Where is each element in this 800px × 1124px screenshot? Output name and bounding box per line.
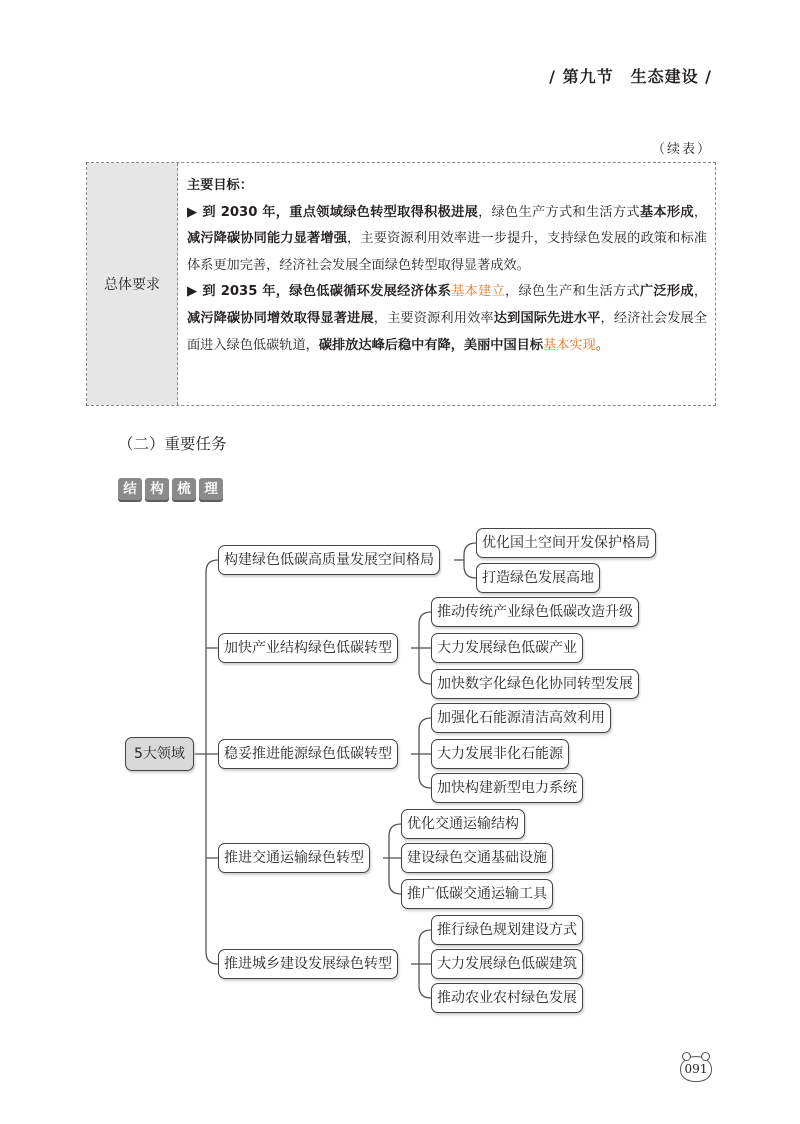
- text-run: ▶ 到 2030 年，重点领域绿色转型取得积极进展: [187, 204, 479, 220]
- text-run: ，绿色生产方式和生活方式: [478, 204, 640, 220]
- page-number: 091: [680, 1056, 712, 1082]
- leaf-node: 大力发展绿色低碳建筑: [431, 949, 583, 979]
- goals-heading: 主要目标：: [187, 178, 253, 193]
- connector: [419, 718, 431, 788]
- text-run: 达到国际先进水平: [493, 310, 601, 326]
- continued-label: （续表）: [651, 142, 712, 157]
- badge-char: 构: [145, 478, 169, 500]
- leaf-node: 大力发展非化石能源: [431, 739, 569, 769]
- leaf-node: 加强化石能源清洁高效利用: [431, 703, 611, 733]
- text-run: 基本实现: [543, 337, 596, 353]
- text-run: 碳排放达峰后稳中有降，美丽中国目标: [318, 337, 544, 353]
- leaf-node: 优化国土空间开发保护格局: [476, 528, 656, 558]
- badge-char: 梳: [172, 478, 196, 500]
- branch-node: 推进城乡建设发展绿色转型: [218, 949, 398, 979]
- text-run: ，经济社会发展全面进入绿色低碳轨道，: [187, 310, 708, 353]
- requirements-label: 总体要求: [87, 163, 178, 405]
- branch-node: 加快产业结构绿色低碳转型: [218, 633, 398, 663]
- branch-node: 构建绿色低碳高质量发展空间格局: [218, 545, 440, 575]
- mindmap-root: 5大领域: [125, 737, 194, 771]
- leaf-node: 大力发展绿色低碳产业: [431, 633, 583, 663]
- leaf-node: 加快构建新型电力系统: [431, 773, 583, 803]
- text-run: ，主要资源利用效率进一步提升，支持绿色发展的政策和标准体系更加完善，经济社会发展全面绿色转型取得显著成效。: [187, 231, 707, 273]
- section-title: （二）重要任务: [118, 435, 227, 453]
- text-run: 基本形成: [639, 204, 694, 220]
- text-run: 减污降碳协同增效取得显著进展: [187, 310, 374, 326]
- branch-node: 稳妥推进能源绿色低碳转型: [218, 739, 398, 769]
- connector: [206, 560, 218, 964]
- text-run: 广泛形成: [639, 284, 694, 300]
- leaf-node: 推动传统产业绿色低碳改造升级: [431, 597, 639, 627]
- badge-char: 理: [199, 478, 223, 500]
- connector: [464, 543, 476, 578]
- leaf-node: 推行绿色规划建设方式: [431, 915, 583, 945]
- leaf-node: 打造绿色发展高地: [476, 563, 600, 593]
- leaf-node: 加快数字化绿色化协同转型发展: [431, 669, 639, 699]
- badge-char: 结: [118, 478, 142, 500]
- text-run: ，: [693, 284, 708, 300]
- text-run: ，主要资源利用效率: [373, 310, 494, 326]
- connector: [389, 824, 401, 894]
- branch-node: 推进交通运输绿色转型: [218, 843, 370, 873]
- text-run: 基本建立: [451, 284, 506, 300]
- leaf-node: 建设绿色交通基础设施: [401, 843, 553, 873]
- leaf-node: 推广低碳交通运输工具: [401, 879, 553, 909]
- text-run: ，绿色生产和生活方式: [505, 284, 640, 300]
- leaf-node: 推动农业农村绿色发展: [431, 983, 583, 1013]
- text-run: 。: [595, 337, 609, 353]
- section-header: / 第九节 生态建设 /: [549, 67, 712, 86]
- text-run: 减污降碳协同能力显著增强: [187, 231, 348, 247]
- text-run: ，: [693, 204, 708, 220]
- text-run: ▶ 到 2035 年，绿色低碳循环发展经济体系: [187, 284, 452, 300]
- leaf-node: 优化交通运输结构: [401, 809, 525, 839]
